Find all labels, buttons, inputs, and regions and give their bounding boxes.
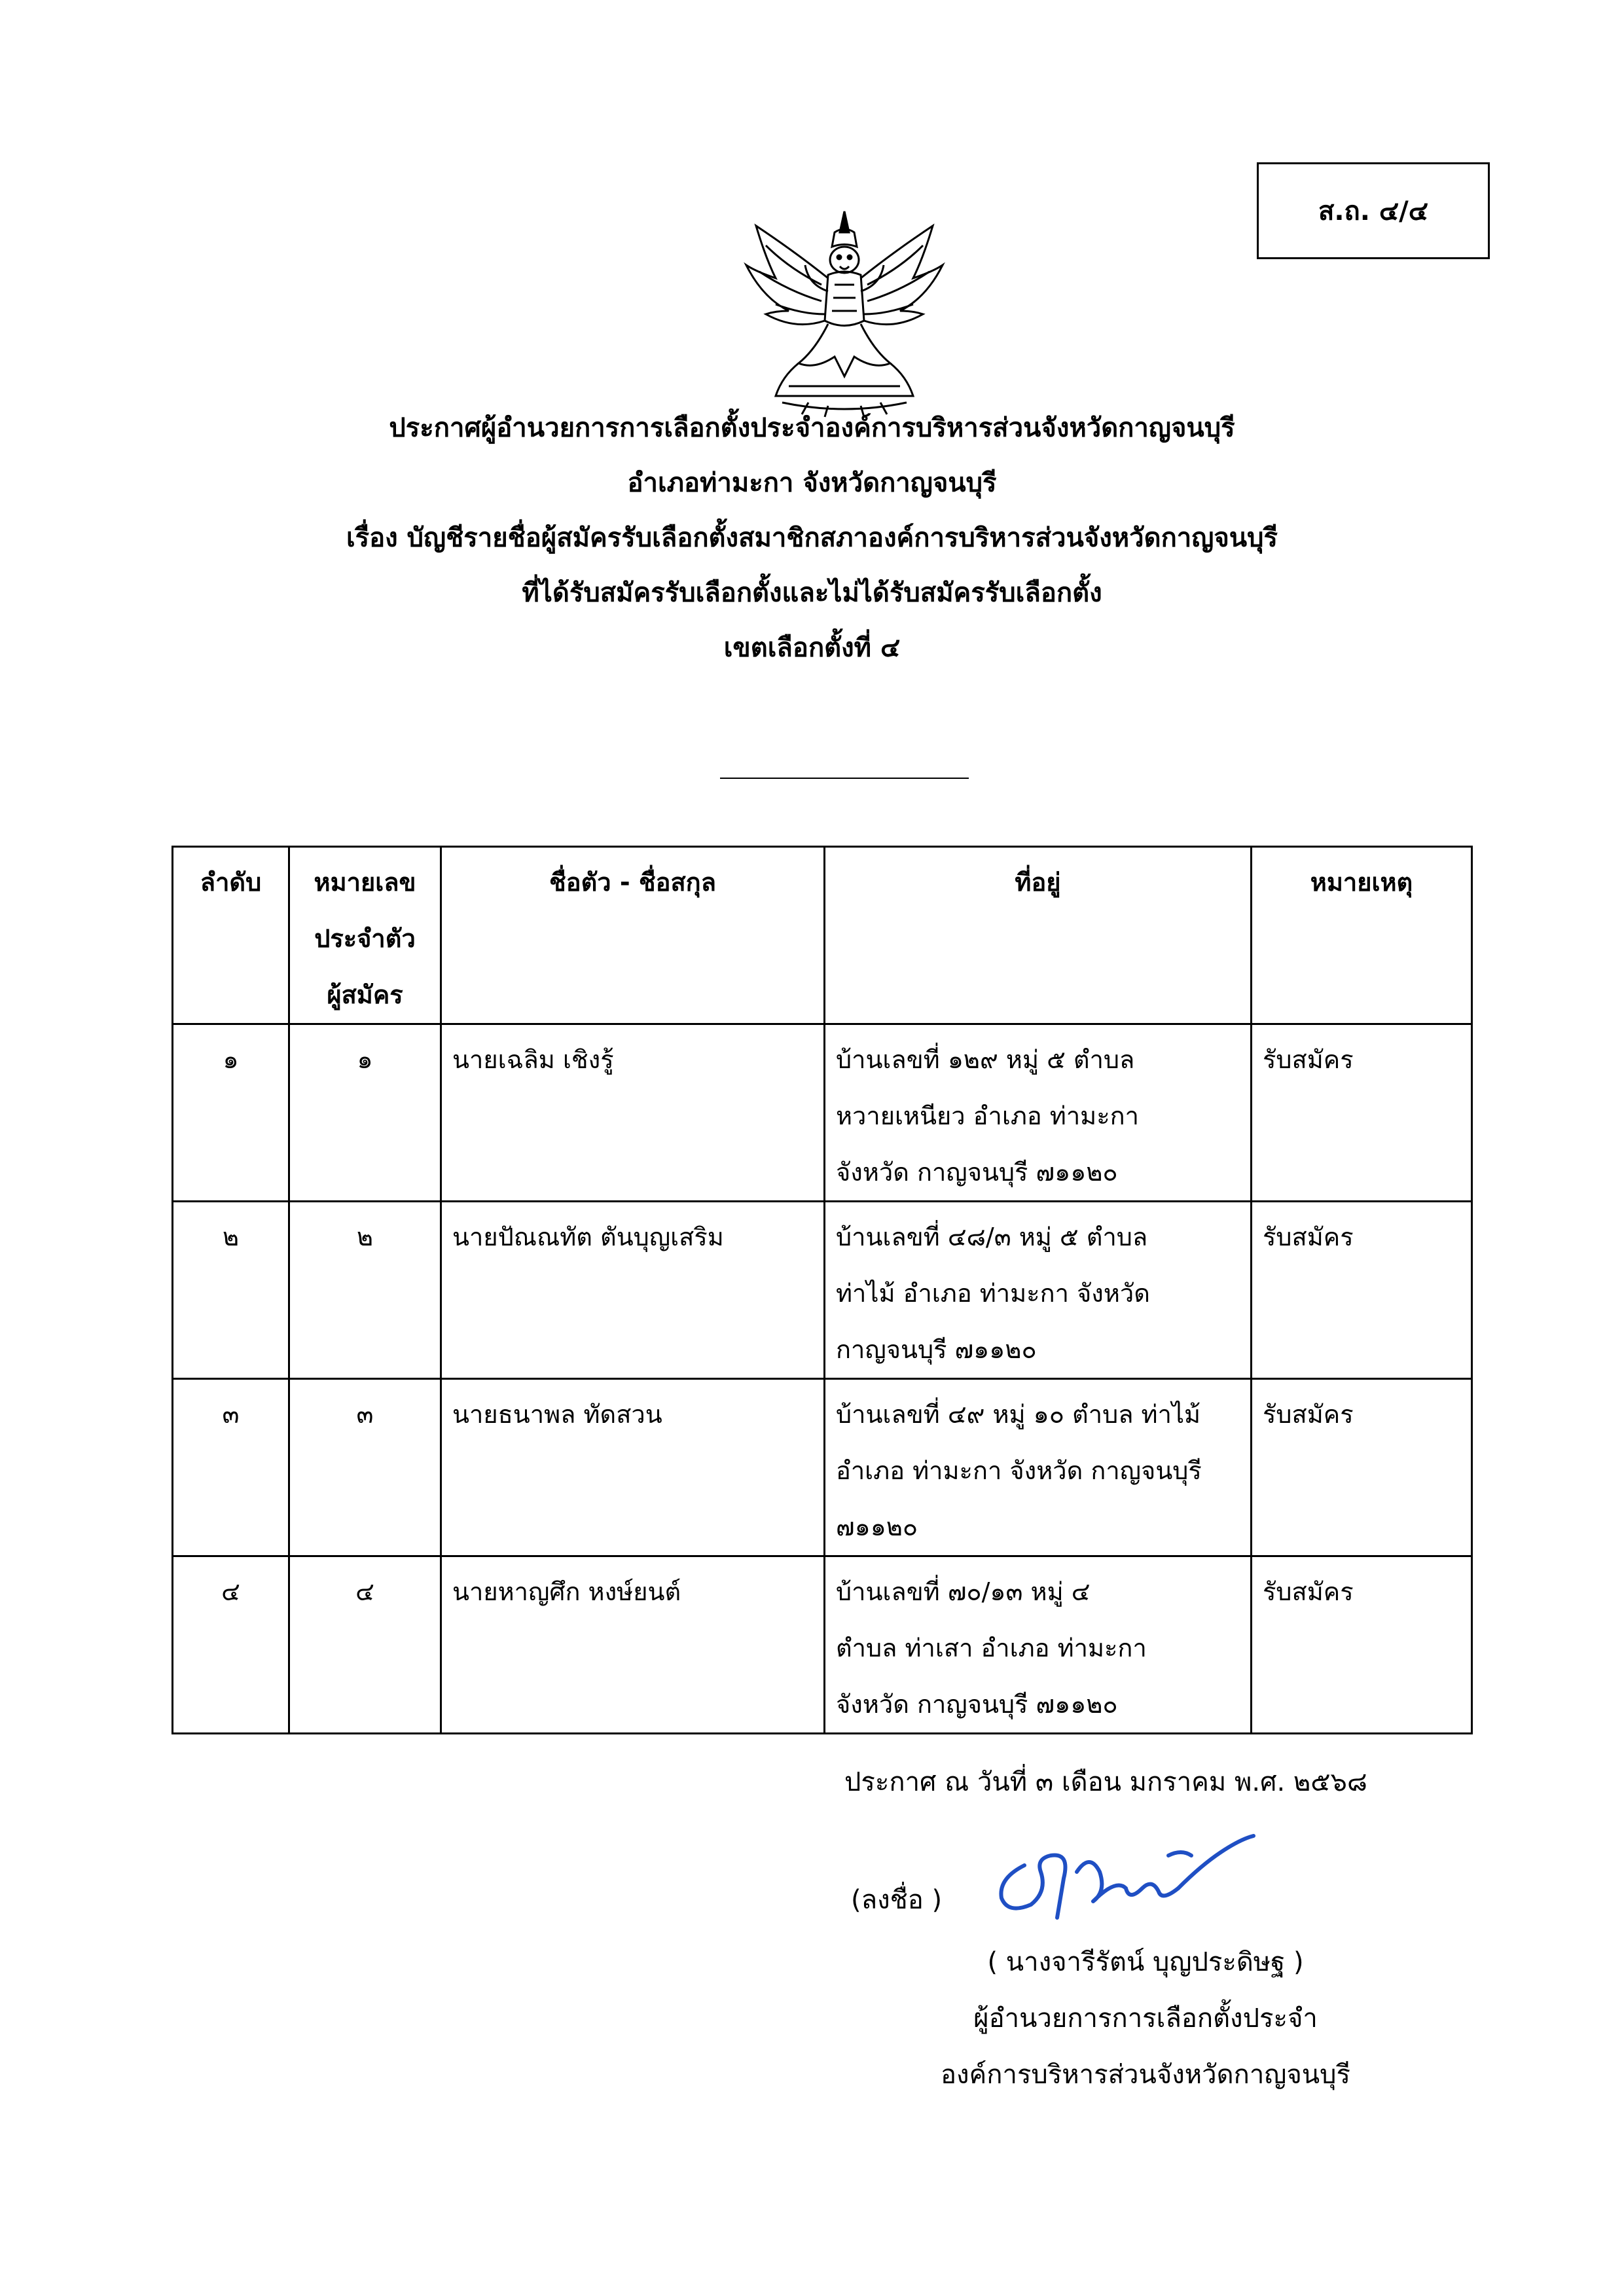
sign-label: (ลงชื่อ ) [851,1885,943,1915]
header-order: ลำดับ [173,847,289,1024]
announcement-heading [0,401,1624,675]
row-candidate-number: ๑ [289,1024,441,1202]
row-candidate-number: ๔ [289,1556,441,1734]
row-remark: รับสมัคร [1252,1556,1472,1734]
row-candidate-number: ๓ [289,1379,441,1556]
address-line: จังหวัด กาญจนบุรี ๗๑๑๒๐ [836,1690,1118,1719]
signatory-title-2: องค์การบริหารส่วนจังหวัดกาญจนบุรี [940,2060,1351,2090]
row-name: นายธนาพล ทัดสวน [441,1379,825,1556]
table-row [173,1556,1472,1734]
header-number-line-1: หมายเลข [314,868,416,897]
address-line: หวายเหนียว อำเภอ ท่ามะกา [836,1102,1139,1130]
signatory-block [916,1934,1375,2103]
announcement-date: ประกาศ ณ วันที่ ๓ เดือน มกราคม พ.ศ. ๒๕๖๘ [844,1767,1367,1797]
address-line: บ้านเลขที่ ๑๒๙ หมู่ ๕ ตำบล [836,1045,1135,1074]
table-header-row [173,847,1472,1024]
row-remark: รับสมัคร [1252,1202,1472,1379]
table-row [173,1202,1472,1379]
heading-line-4: ที่ได้รับสมัครรับเลือกตั้งและไม่ได้รับสมัครรับเลือกตั้ง [522,578,1102,608]
table-row [173,1379,1472,1556]
garuda-emblem-icon [736,206,952,419]
row-address [825,1202,1252,1379]
row-order: ๓ [173,1379,289,1556]
row-name: นายเฉลิม เชิงรู้ [441,1024,825,1202]
heading-divider [720,778,969,779]
table-row [173,1024,1472,1202]
address-line: ตำบล ท่าเสา อำเภอ ท่ามะกา [836,1634,1147,1662]
header-number-line-2: ประจำตัว [314,924,416,953]
header-remark: หมายเหตุ [1252,847,1472,1024]
row-address [825,1024,1252,1202]
address-line: บ้านเลขที่ ๗๐/๑๓ หมู่ ๔ [836,1577,1091,1606]
heading-line-1: ประกาศผู้อำนวยการการเลือกตั้งประจำองค์การบริหารส่วนจังหวัดกาญจนบุรี [389,413,1235,443]
address-line: จังหวัด กาญจนบุรี ๗๑๑๒๐ [836,1158,1118,1187]
row-order: ๑ [173,1024,289,1202]
row-name: นายหาญศึก หงษ์ยนต์ [441,1556,825,1734]
signatory-name: ( นางจารีรัตน์ บุญประดิษฐ ) [987,1947,1304,1977]
row-order: ๔ [173,1556,289,1734]
row-remark: รับสมัคร [1252,1024,1472,1202]
header-number-line-3: ผู้สมัคร [327,980,403,1009]
header-candidate-number [289,847,441,1024]
address-line: ๗๑๑๒๐ [836,1513,918,1541]
heading-line-3: เรื่อง บัญชีรายชื่อผู้สมัครรับเลือกตั้งสมาชิกสภาองค์การบริหารส่วนจังหวัดกาญจนบุรี [346,523,1278,553]
row-name: นายปัณณทัต ตันบุญเสริม [441,1202,825,1379]
address-line: อำเภอ ท่ามะกา จังหวัด กาญจนบุรี [836,1456,1202,1485]
signatory-title-1: ผู้อำนวยการการเลือกตั้งประจำ [973,2003,1318,2034]
row-address [825,1556,1252,1734]
form-code-box: ส.ถ. ๔/๔ [1257,162,1490,259]
address-line: บ้านเลขที่ ๔๙ หมู่ ๑๐ ตำบล ท่าไม้ [836,1400,1201,1429]
address-line: กาญจนบุรี ๗๑๑๒๐ [836,1335,1037,1364]
address-line: บ้านเลขที่ ๔๘/๓ หมู่ ๕ ตำบล [836,1223,1148,1251]
heading-line-5: เขตเลือกตั้งที่ ๔ [723,633,901,663]
row-order: ๒ [173,1202,289,1379]
row-remark: รับสมัคร [1252,1379,1472,1556]
heading-line-2: อำเภอท่ามะกา จังหวัดกาญจนบุรี [627,468,997,498]
header-name: ชื่อตัว - ชื่อสกุล [441,847,825,1024]
row-candidate-number: ๒ [289,1202,441,1379]
candidate-table [171,846,1473,1734]
handwritten-signature [985,1826,1260,1937]
row-address [825,1379,1252,1556]
header-address: ที่อยู่ [825,847,1252,1024]
address-line: ท่าไม้ อำเภอ ท่ามะกา จังหวัด [836,1279,1150,1308]
